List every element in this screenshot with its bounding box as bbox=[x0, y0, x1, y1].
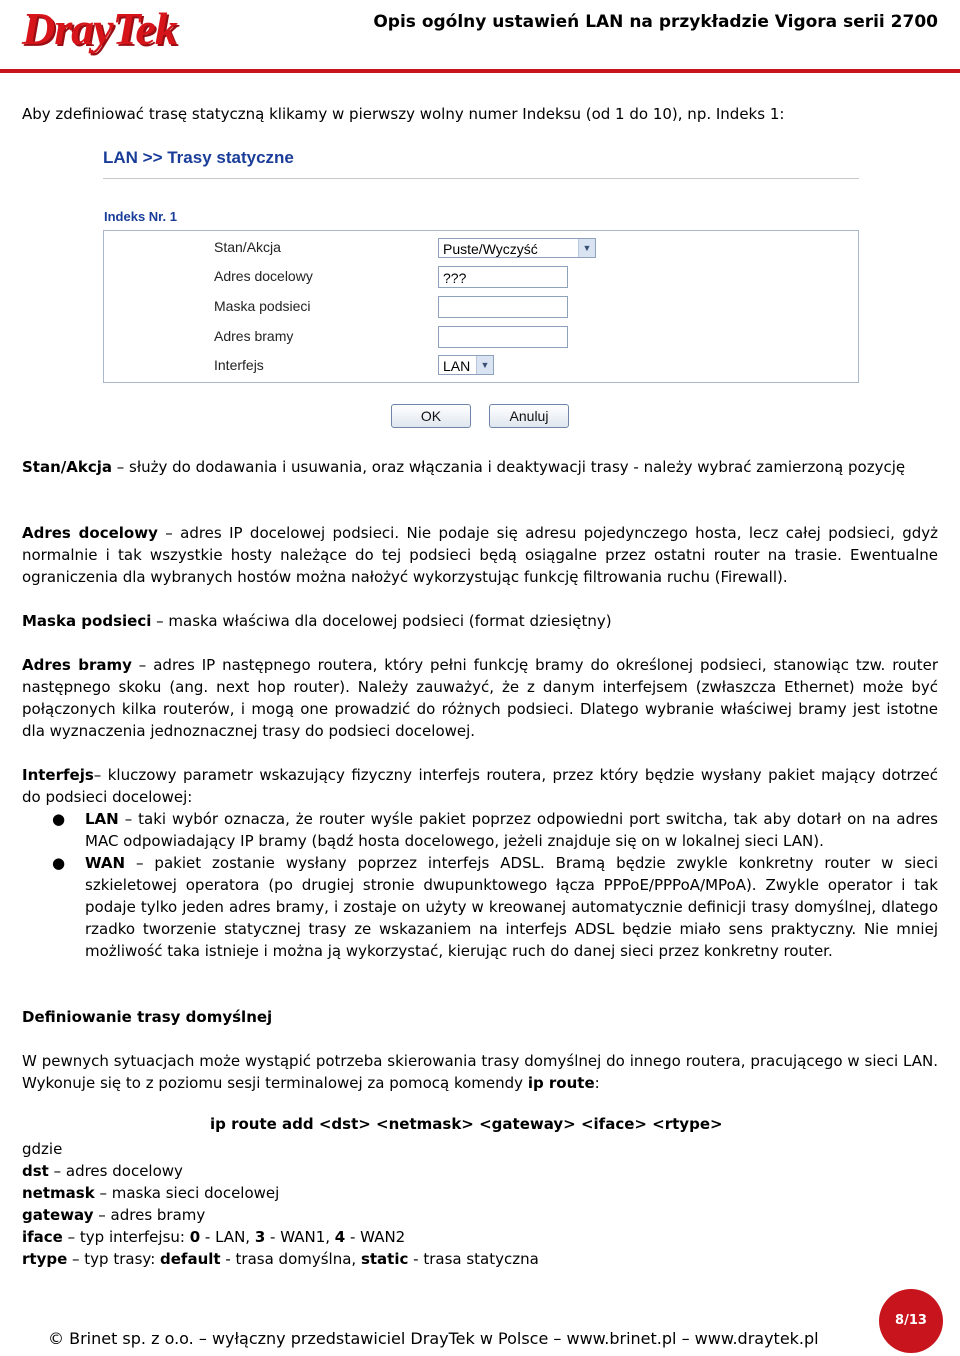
value: 3 bbox=[254, 1228, 266, 1246]
term: Adres docelowy bbox=[22, 524, 158, 542]
description: – typ interfejsu: bbox=[62, 1228, 190, 1246]
field-label-maska: Maska podsieci bbox=[214, 298, 311, 314]
adres-bramy-input[interactable] bbox=[438, 326, 568, 348]
description: - trasa statyczna bbox=[408, 1250, 539, 1268]
ui-title-rule bbox=[103, 178, 859, 179]
field-label-adres-bramy: Adres bramy bbox=[214, 328, 294, 344]
interface-list bbox=[22, 808, 938, 962]
section-heading bbox=[22, 1006, 938, 1028]
description: – adres IP docelowej podsieci. Nie podaje się adresu pojedynczego hosta, lecz całej podsieci, gdyż normalnie i tak wszystkie hosty należące do tej podsieci będą osiągalne przez ostatni router na trasie. Ewentualne ograniczenia dla wybranych hostów można nałożyć wykorzystując funkcję filtrowania ruchu (Firewall). bbox=[22, 524, 938, 586]
header-rule bbox=[0, 69, 960, 73]
description: – typ trasy: bbox=[67, 1250, 161, 1268]
description: - WAN1, bbox=[265, 1228, 335, 1246]
footer-text: © Brinet sp. z o.o. – wyłączny przedstawiciel DrayTek w Polsce – www.brinet.pl – www.draytek.pl bbox=[48, 1329, 819, 1348]
chevron-down-icon: ▼ bbox=[476, 356, 493, 374]
chevron-down-icon: ▼ bbox=[578, 239, 595, 257]
value: static bbox=[360, 1250, 409, 1268]
heading-text: Definiowanie trasy domyślnej bbox=[22, 1008, 273, 1026]
adres-docelowy-paragraph bbox=[22, 522, 938, 588]
term: Interfejs bbox=[22, 766, 94, 784]
interfejs-value: LAN bbox=[443, 358, 471, 374]
field-label-interfejs: Interfejs bbox=[214, 357, 264, 373]
value: default bbox=[160, 1250, 221, 1268]
list-item bbox=[22, 852, 938, 962]
field-label-stan: Stan/Akcja bbox=[214, 239, 281, 255]
description: W pewnych sytuacjach może wystąpić potrzeba skierowania trasy domyślnej do innego routera, pracującego w sieci LAN. Wykonuje się to z poziomu sesji terminalowej za pomocą komendy bbox=[22, 1052, 938, 1092]
term: WAN bbox=[85, 854, 126, 872]
ui-page-title: LAN >> Trasy statyczne bbox=[103, 148, 294, 167]
maska-paragraph bbox=[22, 610, 938, 632]
stan-akcja-select[interactable] bbox=[438, 238, 596, 258]
description: - trasa domyślna, bbox=[220, 1250, 361, 1268]
value: 4 bbox=[334, 1228, 346, 1246]
list-item bbox=[22, 808, 938, 852]
maska-podsieci-input[interactable] bbox=[438, 296, 568, 318]
suffix: : bbox=[594, 1074, 600, 1092]
definitions-block bbox=[22, 1138, 938, 1270]
value: 0 bbox=[189, 1228, 201, 1246]
interfejs-paragraph bbox=[22, 764, 938, 808]
intro-paragraph: Aby zdefiniować trasę statyczną klikamy w pierwszy wolny numer Indeksu (od 1 do 10), np. Indeks 1: bbox=[22, 105, 785, 123]
description: – adres docelowy bbox=[48, 1162, 183, 1180]
term: Adres bramy bbox=[22, 656, 132, 674]
interfejs-select[interactable] bbox=[438, 355, 494, 375]
command-name: ip route bbox=[527, 1074, 595, 1092]
description: – służy do dodawania i usuwania, oraz włączania i deaktywacji trasy - należy wybrać zamierzoną pozycję bbox=[112, 458, 906, 476]
description: – pakiet zostanie wysłany poprzez interfejs ADSL. Bramą będzie zwykle konkretny router w sieci szkieletowej operatora (po drugiej stronie dwupunktowego łącza PPPoE/PPPoA/MPoA). Zwykle operator i tak podaje tylko jeden adres bramy, i zostaje on użyty w kreowanej automatycznie definicji trasy domyślnej, dlatego rzadko tworzenie statycznej trasy ze wskazaniem na interfejs ADSL będzie miało sens praktyczny. Nie mniej możliwość taka istnieje i można ją wykorzystać, kierując ruch do danej sieci przez konkretny router. bbox=[85, 854, 938, 960]
bullet-icon: ● bbox=[52, 810, 66, 828]
stan-akcja-value: Puste/Wyczyść bbox=[443, 241, 538, 257]
ui-form-panel bbox=[103, 230, 859, 383]
stan-akcja-paragraph bbox=[22, 456, 938, 478]
document-title: Opis ogólny ustawień LAN na przykładzie Vigora serii 2700 bbox=[373, 12, 938, 32]
adres-bramy-paragraph bbox=[22, 654, 938, 742]
term: rtype bbox=[22, 1250, 68, 1268]
description: – taki wybór oznacza, że router wyśle pakiet poprzez odpowiedni port switcha, tak aby dotarł on na adres MAC odpowiadający IP bramy (bądź hosta docelowego, jeżeli znajduje się on w lokalnej sieci LAN). bbox=[85, 810, 938, 850]
bullet-icon: ● bbox=[52, 854, 66, 872]
cancel-button[interactable]: Anuluj bbox=[489, 404, 569, 428]
term: Maska podsieci bbox=[22, 612, 152, 630]
description: - WAN2 bbox=[345, 1228, 406, 1246]
description: – maska sieci docelowej bbox=[94, 1184, 280, 1202]
default-route-paragraph bbox=[22, 1050, 938, 1094]
term: LAN bbox=[85, 810, 119, 828]
term: dst bbox=[22, 1162, 49, 1180]
description: - LAN, bbox=[200, 1228, 255, 1246]
term: iface bbox=[22, 1228, 63, 1246]
description: – kluczowy parametr wskazujący fizyczny interfejs routera, przez który będzie wysłany pakiet mający dotrzeć do podsieci docelowej: bbox=[22, 766, 938, 806]
ok-button[interactable]: OK bbox=[391, 404, 471, 428]
description: – adres bramy bbox=[93, 1206, 206, 1224]
field-label-adres-docelowy: Adres docelowy bbox=[214, 268, 313, 284]
ui-index-label: Indeks Nr. 1 bbox=[104, 209, 177, 224]
description: – maska właściwa dla docelowej podsieci (format dziesiętny) bbox=[151, 612, 612, 630]
draytek-logo: DrayTek bbox=[22, 3, 177, 54]
page-number-badge: 8/13 bbox=[879, 1289, 943, 1353]
adres-docelowy-input[interactable]: ??? bbox=[438, 266, 568, 288]
term: Stan/Akcja bbox=[22, 458, 112, 476]
term: gateway bbox=[22, 1206, 94, 1224]
term: netmask bbox=[22, 1184, 95, 1202]
where-label: gdzie bbox=[22, 1140, 63, 1158]
command-syntax: ip route add <dst> <netmask> <gateway> <iface> <rtype> bbox=[210, 1115, 723, 1133]
description: – adres IP następnego routera, który pełni funkcję bramy do określonej podsieci, stanowiąc tzw. router następnego skoku (ang. next hop router). Należy zauważyć, że z danym interfejsem (zwłaszcza Ethernet) może być połączonych kilka routerów, i mogą one prowadzić do różnych podsieci. Dlatego wybranie właściwej bramy jest istotne dla wyznaczenia jednoznacznej trasy do podsieci docelowej. bbox=[22, 656, 939, 740]
